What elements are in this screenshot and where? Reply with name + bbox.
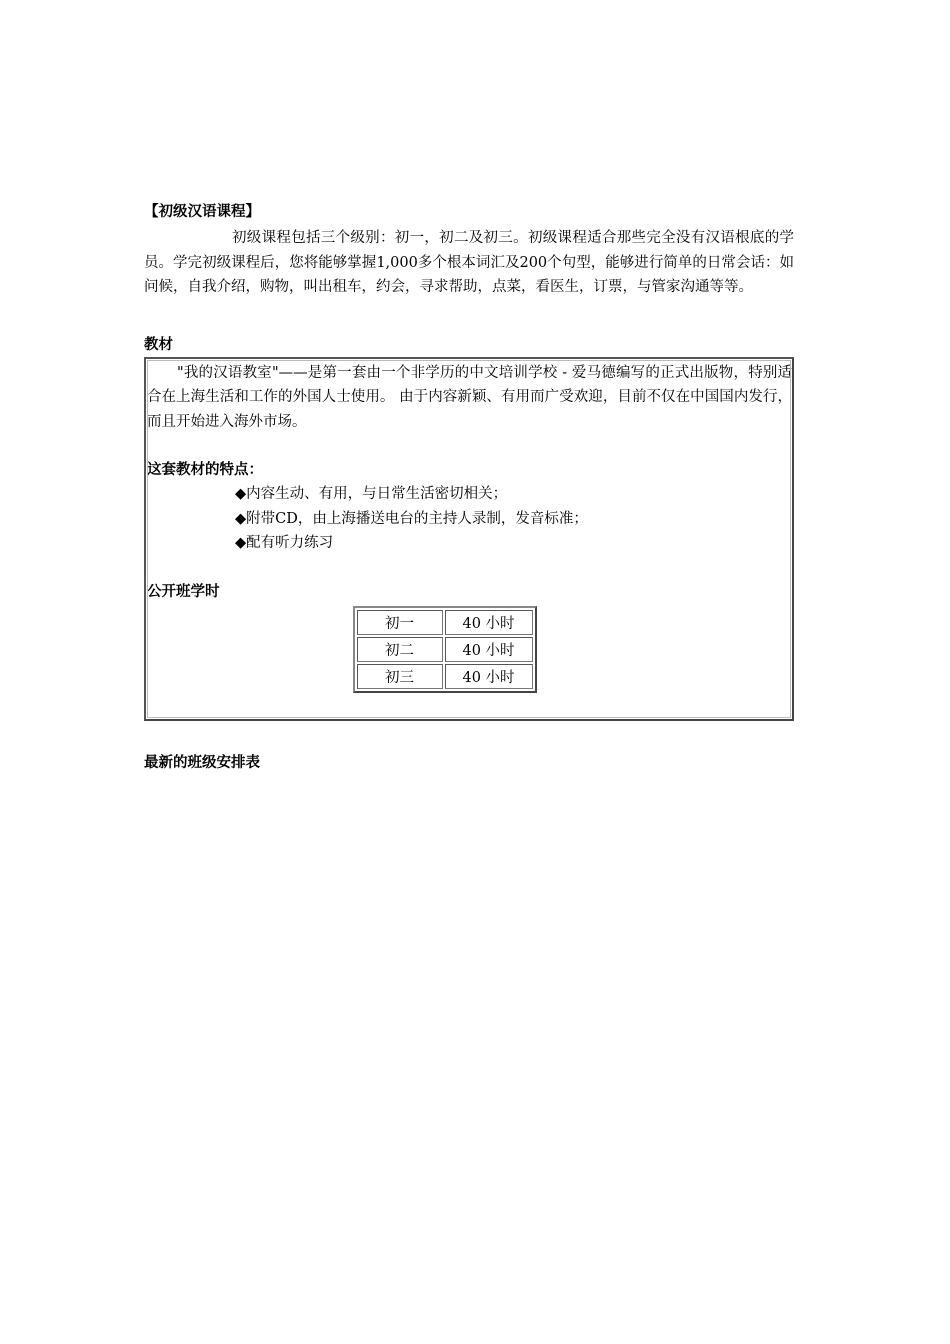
table-row: [357, 637, 533, 662]
level-cell: 初三: [357, 664, 443, 689]
features-title: 这套教材的特点：: [147, 462, 263, 478]
hours-cell: 40 小时: [445, 637, 533, 662]
feature-item: ◆附带CD，由上海播送电台的主持人录制，发音标准；: [235, 510, 588, 527]
materials-title: 教材: [144, 336, 173, 353]
table-row: [357, 664, 533, 689]
materials-description: "我的汉语教室"——是第一套由一个非学历的中文培训学校 - 爱马德编写的正式出版物，特别适合在上海生活和工作的外国人士使用。 由于内容新颖、有用而广受欢迎，目前不仅在中国国内发行，而且开始进入海外市场。: [147, 364, 792, 430]
course-title: 【初级汉语课程】: [144, 204, 260, 220]
schedule-title: 公开班学时: [147, 583, 220, 600]
feature-item: ◆配有听力练习: [235, 535, 334, 551]
level-cell: 初二: [357, 637, 443, 662]
level-cell: 初一: [357, 610, 443, 635]
document-page: [144, 200, 794, 775]
course-description: 初级课程包括三个级别：初一，初二及初三。初级课程适合那些完全没有汉语根底的学员。学完初级课程后，您将能够掌握1,000多个根本词汇及200个句型，能够进行简单的日常会话：如问候，自我介绍，购物，叫出租车，约会，寻求帮助，点菜，看医生，订票，与管家沟通等等。: [144, 230, 794, 295]
features-list: [235, 482, 792, 556]
hours-table-wrapper: [147, 606, 792, 693]
hours-table: [353, 606, 537, 693]
hours-cell: 40 小时: [445, 610, 533, 635]
materials-box: [144, 357, 794, 721]
class-schedule-title: 最新的班级安排表: [144, 754, 260, 771]
table-row: [357, 610, 533, 635]
feature-item: ◆内容生动、有用，与日常生活密切相关；: [235, 486, 508, 502]
hours-cell: 40 小时: [445, 664, 533, 689]
